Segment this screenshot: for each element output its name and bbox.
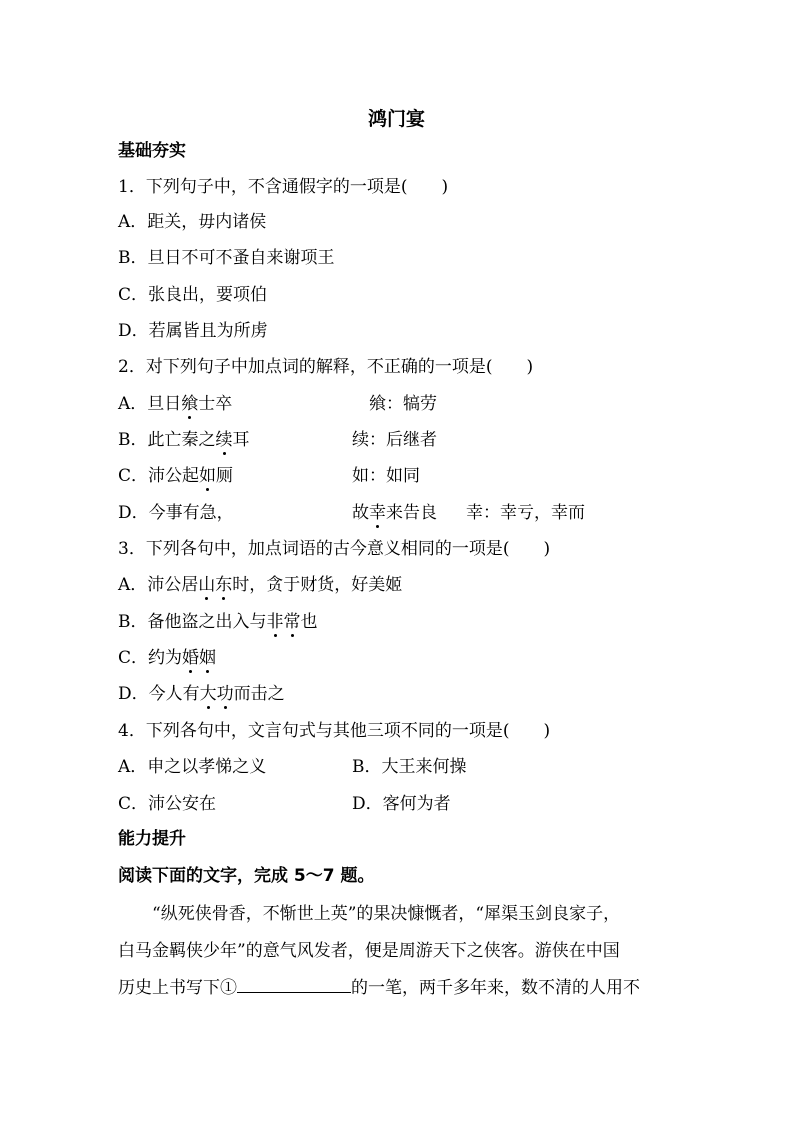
q3-option-b	[118, 611, 318, 633]
q3-option-a	[118, 574, 402, 596]
q2-b-post: 耳	[232, 430, 250, 450]
passage-line-2: 白马金羁侠少年”的意气风发者，便是周游天下之侠客。游侠在中国	[118, 941, 620, 961]
passage-line-1: “纵死侠骨香，不惭世上英”的果决慷慨者，“犀渠玉剑良家子，	[152, 904, 621, 924]
passage-line-3-post: 的一笔，两千多年来，数不清的人用不	[351, 978, 640, 998]
section-heading-basic: 基础夯实	[118, 141, 186, 161]
q2-a-dotted-word: 飨	[181, 394, 199, 414]
q2-d-sentence-cont	[352, 502, 437, 524]
q2-stem: 2．对下列句子中加点词的解释，不正确的一项是( )	[118, 357, 534, 377]
q3-d-post: 而击之	[233, 684, 285, 704]
q3-c-dotted-2: 姻	[199, 648, 217, 668]
q3-b-post: 也	[300, 612, 318, 632]
q4-option-d: D．客何为者	[352, 794, 451, 814]
q4-option-c: C．沛公安在	[118, 794, 217, 814]
q3-d-pre: D．今人有	[118, 684, 200, 704]
fill-in-blank-1[interactable]	[237, 976, 351, 993]
passage-line-3	[118, 976, 683, 999]
q2-option-b	[118, 429, 250, 451]
reading-instruction: 阅读下面的文字，完成 5～7 题。	[118, 866, 375, 886]
q2-a-post: 士卒	[198, 394, 233, 414]
q2-option-a	[118, 393, 232, 415]
page-title: 鸿门宴	[367, 108, 425, 130]
q4-option-b: B．大王来何操	[352, 757, 467, 777]
q3-a-dotted-2: 东	[215, 575, 233, 595]
q2-b-explanation: 续：后继者	[352, 430, 437, 450]
q3-d-dotted-1: 大	[199, 684, 217, 704]
passage-line-3-pre: 历史上书写下①	[118, 978, 237, 998]
q2-option-c	[118, 465, 233, 487]
q2-b-dotted-word: 续	[215, 430, 233, 450]
q2-option-d: D．今事有急，	[118, 503, 234, 523]
q1-option-b: B．旦日不可不蚤自来谢项王	[118, 248, 335, 268]
q2-c-post: 厕	[216, 466, 234, 486]
q2-d-explanation: 幸：幸亏，幸而	[466, 503, 585, 523]
q2-b-pre: B．此亡秦之	[118, 430, 216, 450]
q3-c-pre: C．约为	[118, 648, 183, 668]
q4-option-a: A．申之以孝悌之义	[118, 757, 267, 777]
section-heading-advanced: 能力提升	[118, 829, 186, 849]
q2-c-explanation: 如：如同	[352, 466, 420, 486]
q3-c-dotted-1: 婚	[182, 648, 200, 668]
q2-d-pre: 故	[352, 503, 369, 523]
q3-stem: 3．下列各句中，加点词语的古今意义相同的一项是( )	[118, 539, 551, 559]
q3-b-pre: B．备他盗之出入与	[118, 612, 267, 632]
q1-stem: 1．下列句子中，不含通假字的一项是( )	[118, 177, 449, 197]
q3-d-dotted-2: 功	[216, 684, 234, 704]
q2-a-pre: A．旦日	[118, 394, 182, 414]
q4-stem: 4．下列各句中，文言句式与其他三项不同的一项是( )	[118, 721, 551, 741]
q3-option-d	[118, 683, 285, 705]
q2-c-pre: C．沛公起	[118, 466, 200, 486]
q3-option-c	[118, 647, 216, 669]
q3-a-pre: A．沛公居	[118, 575, 199, 595]
q1-option-c: C．张良出，要项伯	[118, 285, 268, 305]
q3-b-dotted-2: 常	[283, 612, 301, 632]
q3-a-dotted-1: 山	[198, 575, 216, 595]
q1-option-a: A．距关，毋内诸侯	[118, 212, 267, 232]
q2-d-post: 来告良	[386, 503, 437, 523]
q3-b-dotted-1: 非	[266, 612, 284, 632]
q2-d-dotted-word: 幸	[369, 503, 386, 523]
q2-c-dotted-word: 如	[199, 466, 217, 486]
q3-a-post: 时，贪于财货，好美姬	[232, 575, 403, 595]
q2-a-explanation: 飨：犒劳	[369, 394, 437, 414]
q1-option-d: D．若属皆且为所虏	[118, 321, 268, 341]
